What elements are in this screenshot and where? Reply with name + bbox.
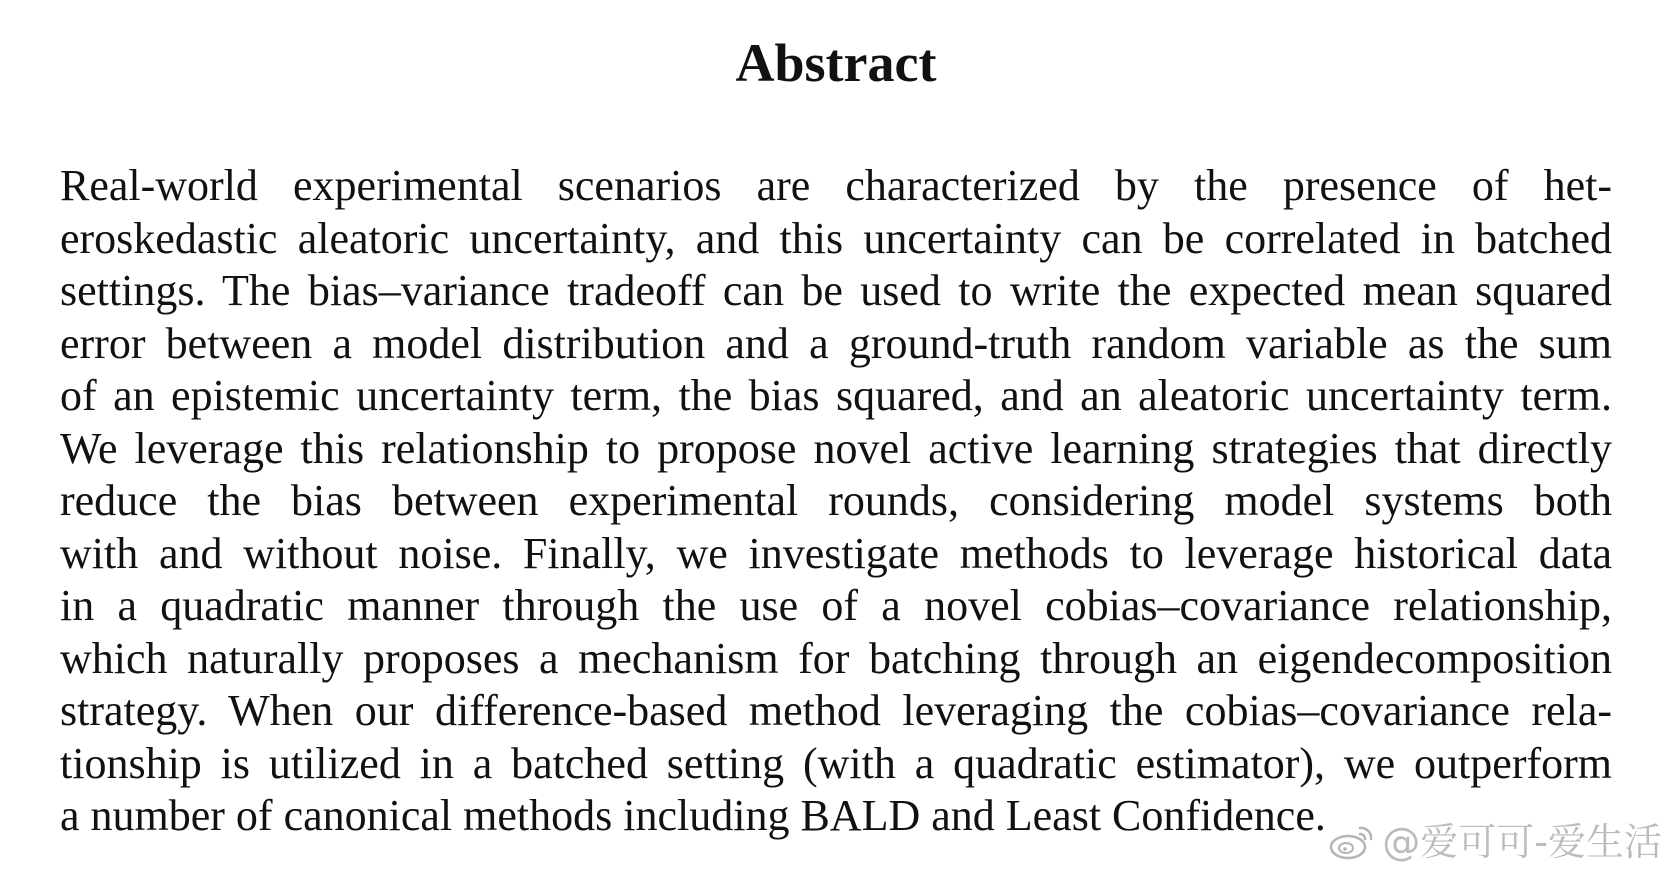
abstract-line: which naturally proposes a mechanism for batching through an eigendecomposition [60,633,1612,683]
abstract-line: of an epistemic uncertainty term, the bias squared, and an aleatoric uncertainty term. [60,371,1612,420]
abstract-line: in a quadratic manner through the use of a novel cobias–covariance relationship, [60,581,1612,630]
abstract-line: reduce the bias between experimental rounds, considering model systems both [60,476,1612,525]
abstract-heading: Abstract [735,33,937,93]
abstract-line: with and without noise. Finally, we investigate methods to leverage historical data [60,528,1612,578]
watermark-text: @爱可可-爱生活 [1382,820,1662,864]
abstract-line: eroskedastic aleatoric uncertainty, and this uncertainty can be correlated in batched [60,213,1612,263]
abstract-line: Real-world experimental scenarios are characterized by the presence of het- [60,161,1612,210]
watermark [1328,822,1662,862]
abstract-line: a number of canonical methods including BALD and Least Confidence. [60,791,1326,840]
abstract-line: settings. The bias–variance tradeoff can be used to write the expected mean squared [60,266,1612,315]
abstract-line: strategy. When our difference-based method leveraging the cobias–covariance rela- [60,686,1612,735]
abstract-line: tionship is utilized in a batched setting (with a quadratic estimator), we outperform [60,738,1612,788]
abstract-line: error between a model distribution and a ground-truth random variable as the sum [60,318,1612,368]
weibo-icon [1328,822,1376,862]
abstract-paragraph [60,160,1612,843]
abstract-line: We leverage this relationship to propose novel active learning strategies that directly [60,423,1612,473]
